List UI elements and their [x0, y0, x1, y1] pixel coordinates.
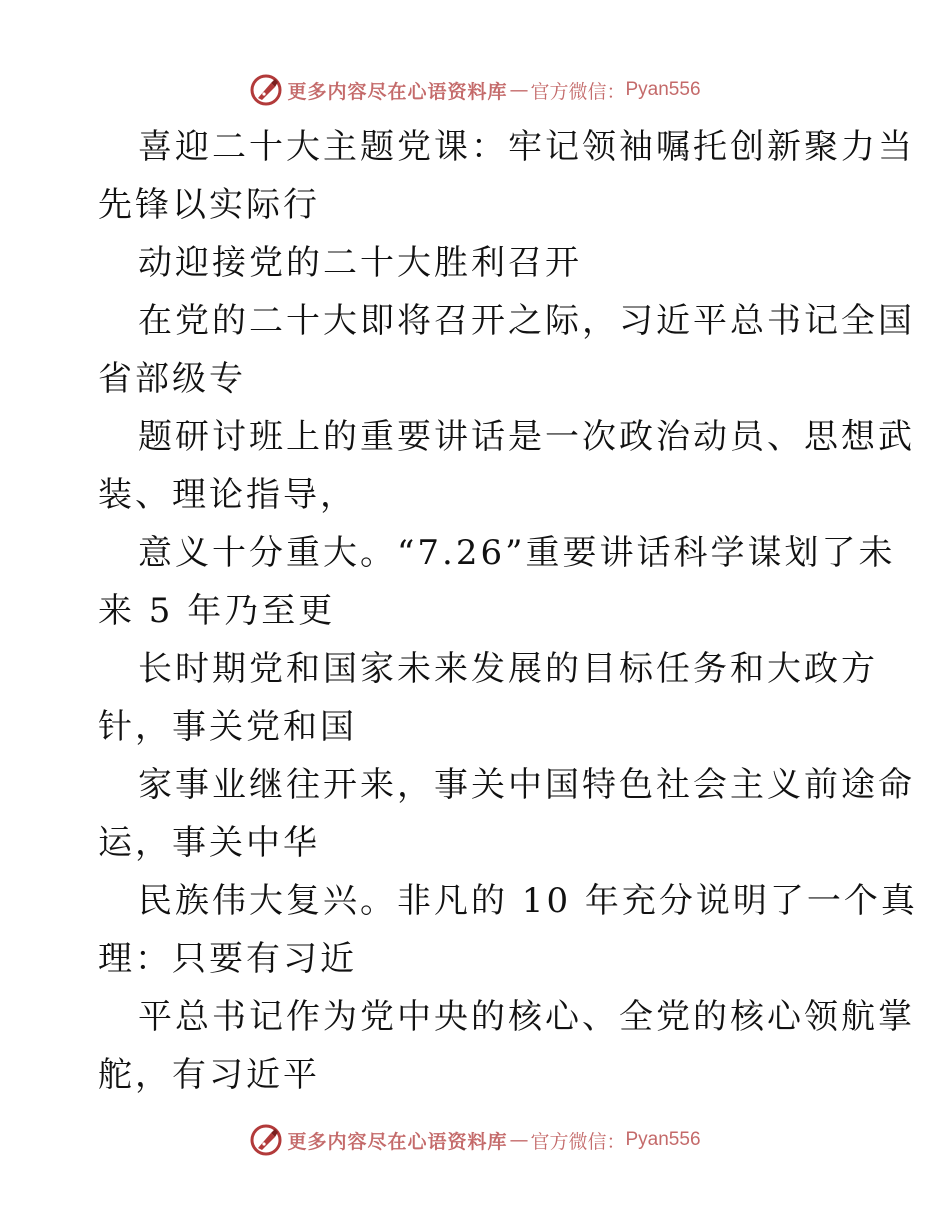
header-official-label: 官方微信：	[530, 80, 626, 103]
footer-official-label: 官方微信：	[530, 1130, 626, 1153]
text-line: 省部级专	[98, 359, 246, 399]
document-body	[98, 118, 918, 1104]
header-brand-text: 更多内容尽在心语资料库	[287, 80, 508, 103]
text-line: 装、理论指导，	[98, 475, 357, 515]
text-line: 来 5 年乃至更	[98, 591, 336, 631]
header-separator: —	[509, 79, 529, 101]
footer-separator: —	[509, 1129, 529, 1151]
text-line: 动迎接党的二十大胜利召开	[138, 243, 582, 283]
text-line: 运，事关中华	[98, 823, 320, 863]
text-line: 理：只要有习近	[98, 939, 357, 979]
text-line: 在党的二十大即将召开之际，习近平总书记全国	[138, 301, 915, 341]
footer-brand-text: 更多内容尽在心语资料库	[287, 1130, 508, 1153]
text-line: 舵，有习近平	[98, 1055, 320, 1095]
footer-banner	[0, 1120, 950, 1160]
text-line: 题研讨班上的重要讲话是一次政治动员、思想武	[138, 417, 915, 457]
text-line: 先锋以实际行	[98, 185, 320, 225]
text-line: 意义十分重大。“7.26”重要讲话科学谋划了未	[138, 533, 896, 573]
pen-nib-logo-icon	[249, 73, 283, 107]
text-line: 平总书记作为党中央的核心、全党的核心领航掌	[138, 997, 915, 1037]
footer-wechat-id: Pyan556	[625, 1129, 701, 1150]
text-line: 长时期党和国家未来发展的目标任务和大政方	[138, 649, 878, 689]
pen-nib-logo-icon	[249, 1123, 283, 1157]
text-line: 民族伟大复兴。非凡的 10 年充分说明了一个真	[138, 881, 918, 921]
header-wechat-id: Pyan556	[625, 79, 701, 100]
text-line: 针，事关党和国	[98, 707, 357, 747]
text-line: 喜迎二十大主题党课：牢记领袖嘱托创新聚力当	[138, 127, 915, 167]
text-line: 家事业继往开来，事关中国特色社会主义前途命	[138, 765, 915, 805]
header-banner	[0, 70, 950, 110]
